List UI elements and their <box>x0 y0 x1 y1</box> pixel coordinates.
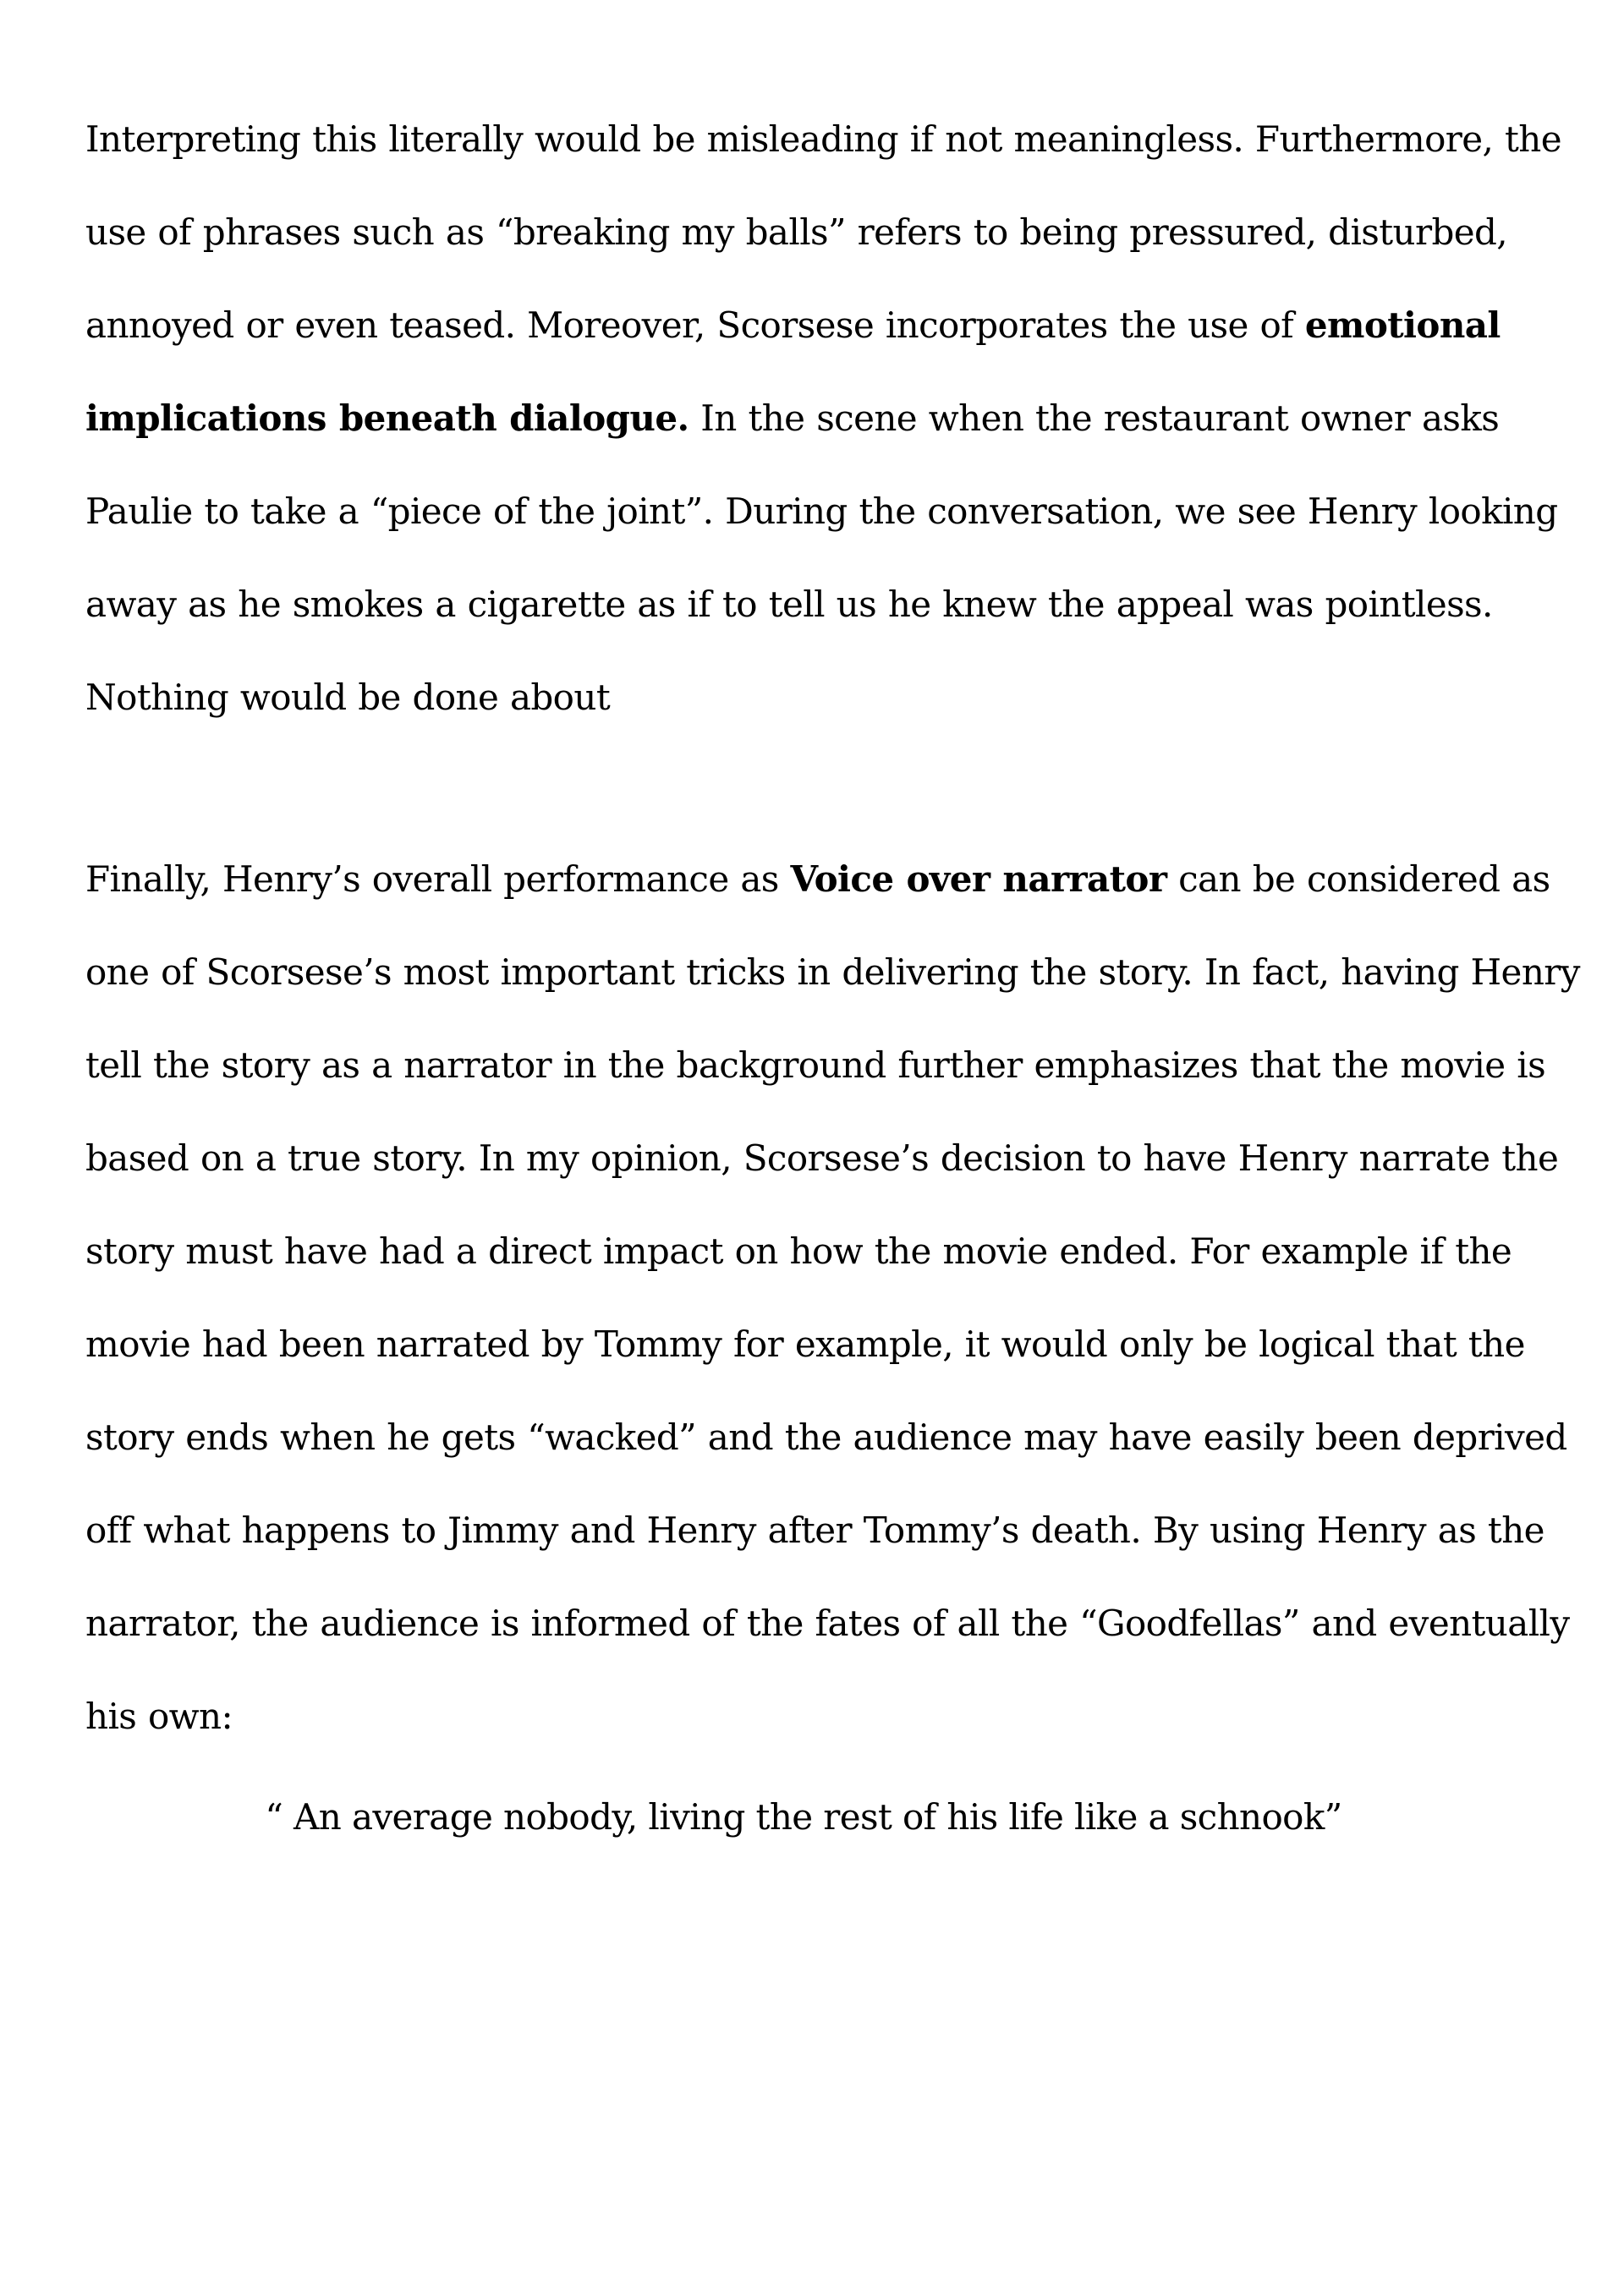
text-line: his own: <box>85 1696 233 1737</box>
block-quote <box>0 1771 1624 1864</box>
paragraph-voice-over-narrator <box>85 833 1580 1763</box>
quote-text: “ An average nobody, living the rest of his life like a schnook” <box>265 1796 1342 1838</box>
text-line: use of phrases such as “breaking my balls” refers to being pressured, disturbed, <box>85 211 1508 253</box>
bold-term-implications: implications beneath dialogue. <box>85 397 689 439</box>
text-line: Paulie to take a “piece of the joint”. During the conversation, we see Henry looking <box>85 490 1558 532</box>
text-line: away as he smokes a cigarette as if to tell us he knew the appeal was pointless. <box>85 584 1493 625</box>
text-line: narrator, the audience is informed of the fates of all the “Goodfellas” and eventually <box>85 1603 1570 1644</box>
text-line: story ends when he gets “wacked” and the audience may have easily been deprived <box>85 1417 1567 1458</box>
text-run: annoyed or even teased. Moreover, Scorsese incorporates the use of <box>85 304 1305 346</box>
bold-term-voice-over: Voice over narrator <box>790 858 1167 900</box>
text-line: Nothing would be done about <box>85 677 611 718</box>
text-line <box>85 279 1549 372</box>
text-line: off what happens to Jimmy and Henry after Tommy’s death. By using Henry as the <box>85 1510 1544 1551</box>
paragraph-dialogue-analysis <box>85 93 1561 744</box>
text-line: based on a true story. In my opinion, Scorsese’s decision to have Henry narrate the <box>85 1137 1559 1179</box>
text-line <box>85 833 1549 926</box>
text-line <box>85 372 1549 465</box>
text-line: story must have had a direct impact on how the movie ended. For example if the <box>85 1230 1512 1272</box>
text-run: can be considered as <box>1166 858 1550 900</box>
text-run: Finally, Henry’s overall performance as <box>85 858 791 900</box>
text-line: one of Scorsese’s most important tricks in delivering the story. In fact, having Henry <box>85 951 1580 993</box>
text-line: movie had been narrated by Tommy for example, it would only be logical that the <box>85 1323 1525 1365</box>
text-line: tell the story as a narrator in the background further emphasizes that the movie is <box>85 1044 1546 1086</box>
text-line: Interpreting this literally would be misleading if not meaningless. Furthermore, the <box>85 118 1561 160</box>
bold-term-emotional: emotional <box>1304 304 1501 346</box>
text-run: In the scene when the restaurant owner asks <box>689 397 1500 439</box>
